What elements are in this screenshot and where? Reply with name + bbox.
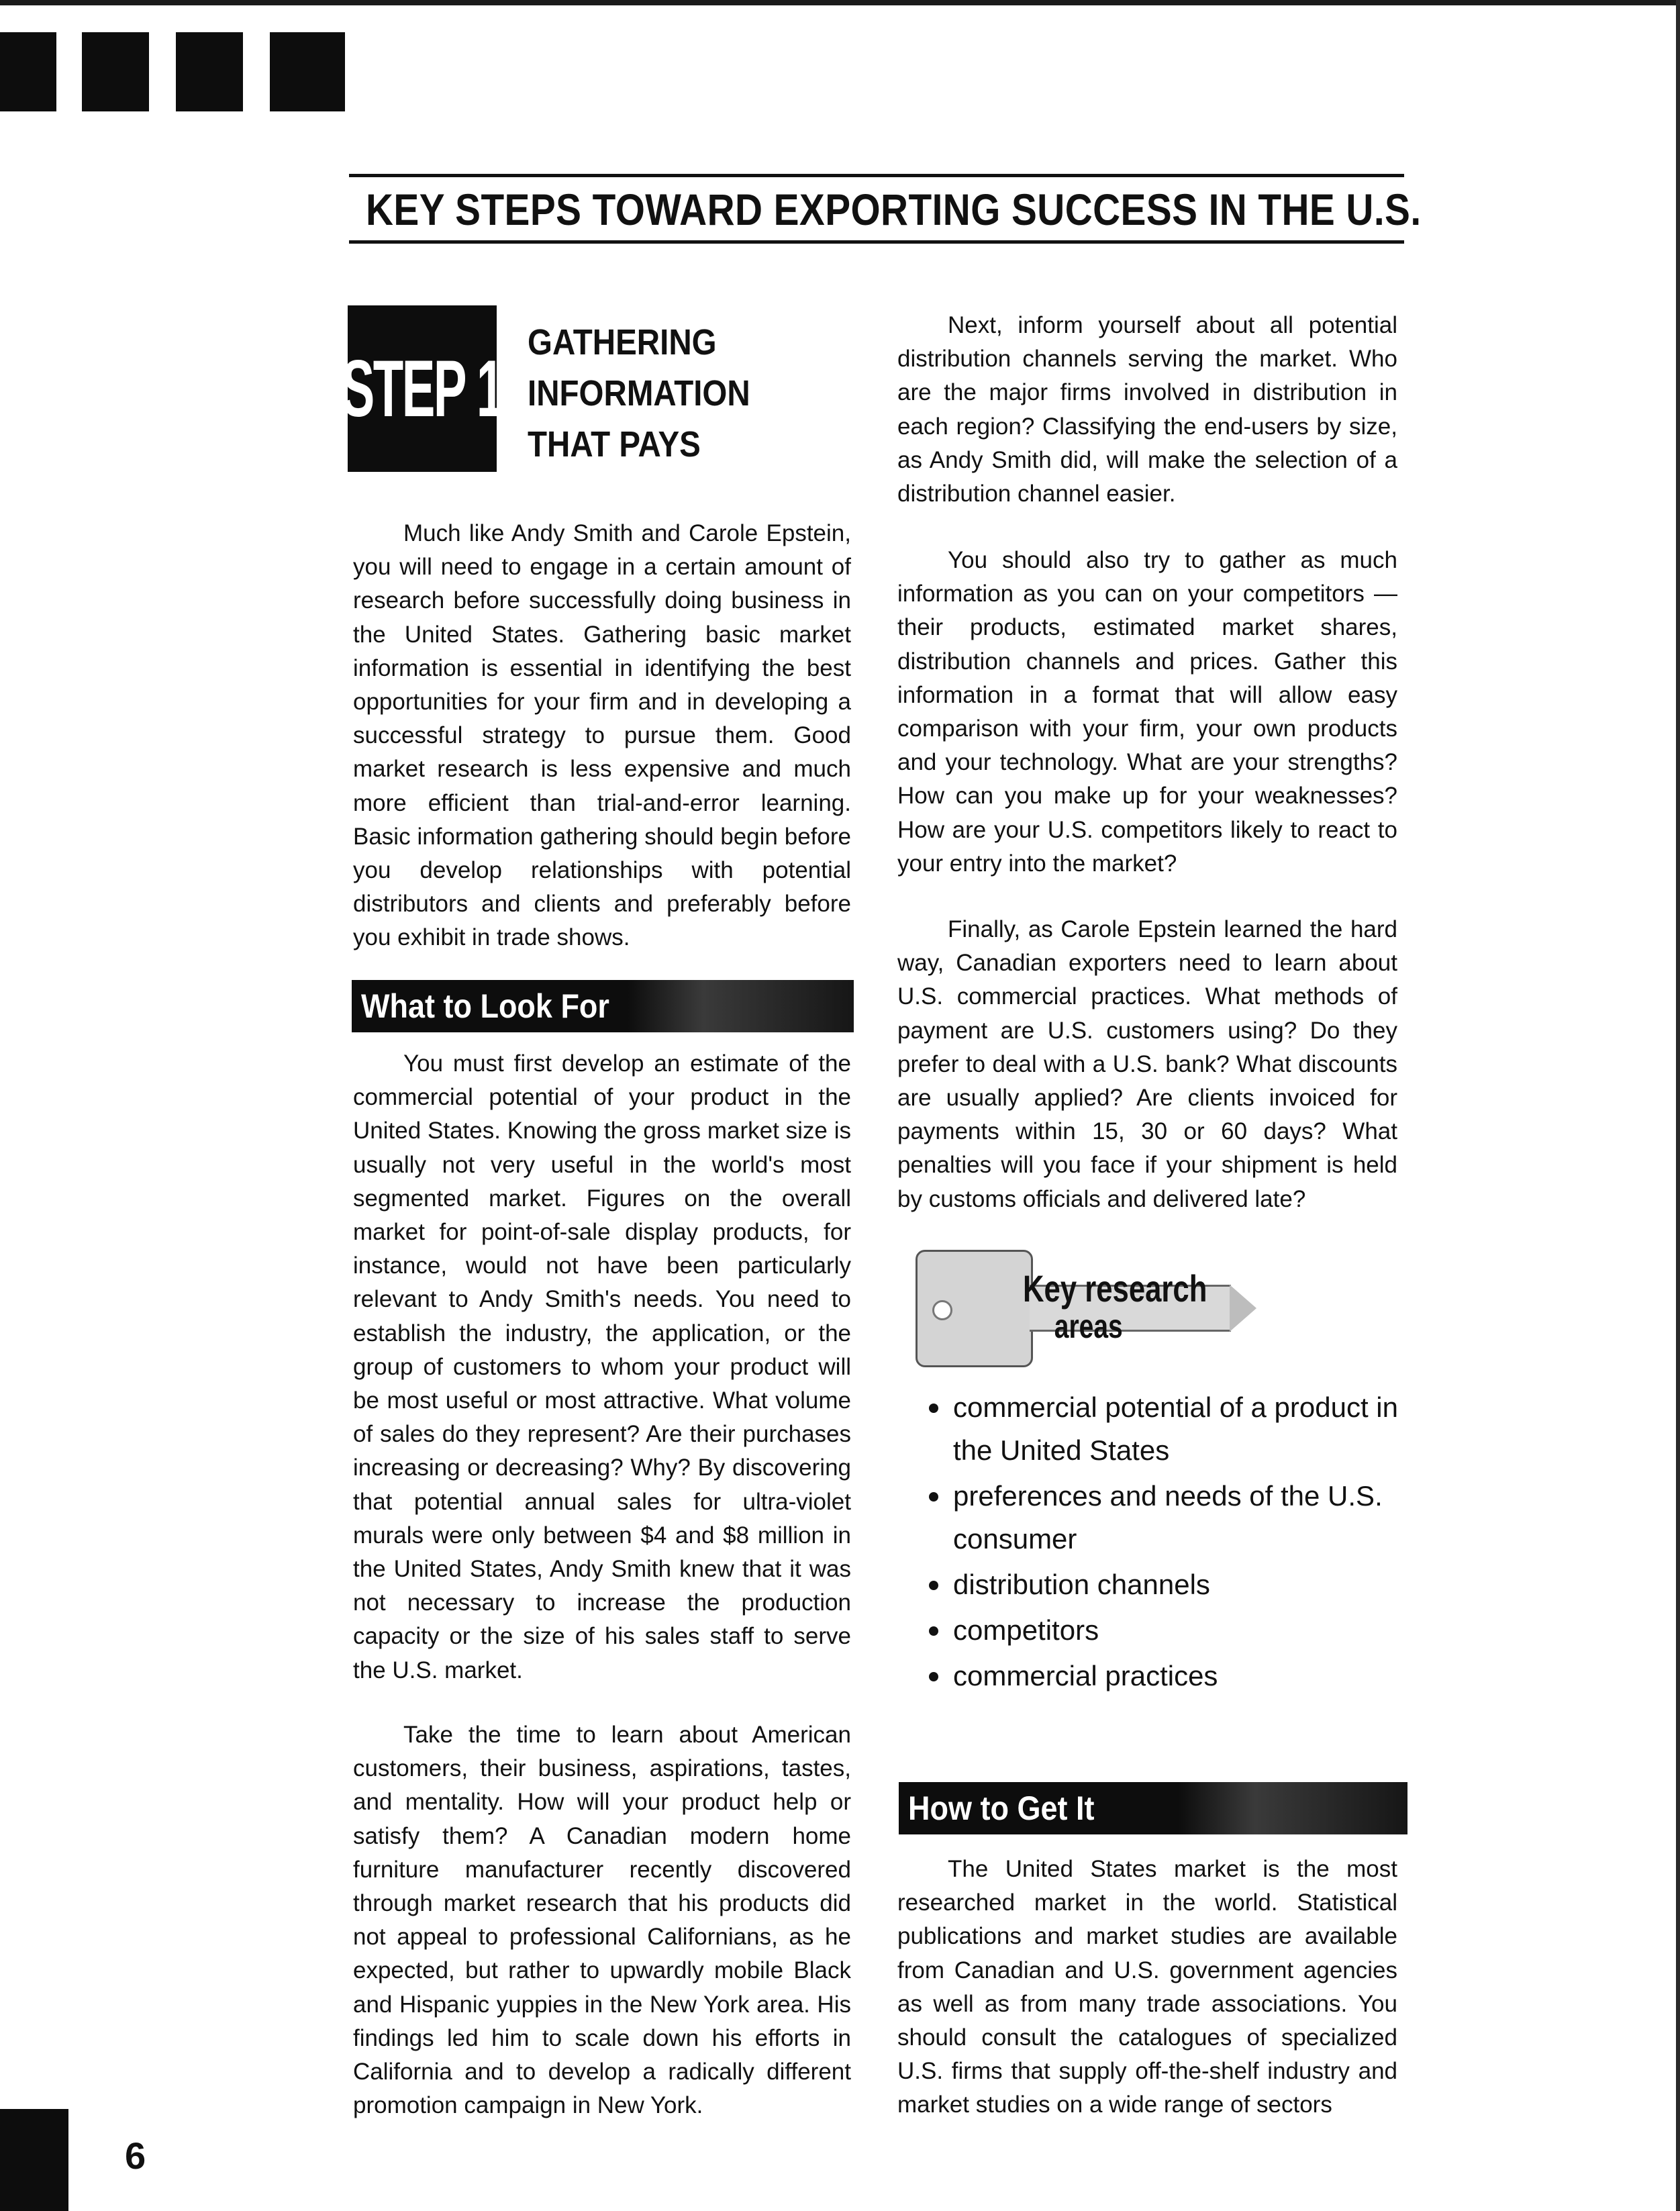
key-bow-shape xyxy=(916,1250,1033,1367)
list-item-text: competitors xyxy=(953,1614,1099,1646)
list-item-text: commercial potential of a product in the United States xyxy=(953,1391,1398,1466)
step-badge-label: STEP 1 xyxy=(341,344,503,434)
scan-right-edge xyxy=(1676,0,1680,2211)
step-badge xyxy=(341,305,503,472)
list-item xyxy=(926,1609,1410,1652)
chapter-tab-blocks xyxy=(0,5,349,109)
body-paragraph: You should also try to gather as much information as you can on your competitors — their products, estimated market shares, distribution channels and prices. Gather this information in a format that will allow easy comparison with your firm, your own products and your technology. What are your strengths? How can you make up for your weaknesses? How are your U.S. competitors likely to react to your entry into the market? xyxy=(897,547,1397,877)
key-research-list xyxy=(926,1386,1410,1700)
step-heading xyxy=(528,317,811,470)
body-paragraph: The United States market is the most researched market in the world. Statistical publications and market studies are available from Canadian and U.S. government agencies as well as from many trade associations. You should consult the catalogues of specialized U.S. firms that supply off-the-shelf industry and market studies on a wide range of sectors xyxy=(897,1856,1397,2118)
right-body-text-1 xyxy=(897,309,1397,511)
section-title: What to Look For xyxy=(361,987,609,1025)
key-hole-shape xyxy=(932,1300,952,1320)
body-paragraph: You must first develop an estimate of the commercial potential of your product in the United States. Knowing the gross market size is usually not very useful in the world's most segmented market. Figures on the overall market for point-of-sale display products, for instance, would not have been particularly relevant to Andy Smith's needs. You need to establish the industry, the application, or the group of customers to whom your product will be most useful or most attractive. What volume of sales do they represent? Are their purchases increasing or decreasing? Why? By discovering that potential annual sales for ultra-violet murals were only between $4 and $8 million in the United States, Andy Smith knew that it was not necessary to increase the production capacity or the size of his sales staff to serve the U.S. market. xyxy=(353,1050,851,1683)
step-heading-line: INFORMATION xyxy=(528,373,750,413)
key-research-graphic xyxy=(916,1250,1265,1374)
tab-block xyxy=(176,32,243,111)
step-heading-line: GATHERING xyxy=(528,322,717,362)
list-item-text: commercial practices xyxy=(953,1660,1218,1691)
bullet-icon xyxy=(929,1581,938,1590)
tab-block xyxy=(0,32,56,111)
list-item xyxy=(926,1655,1410,1698)
body-paragraph: Take the time to learn about American customers, their business, aspirations, tastes, and mentality. How will your product help or satisfy them? A Canadian modern home furniture manufacturer recently discovered through market research that his products did not appeal to professional Californians, as he expected, but rather to upwardly mobile Black and Hispanic yuppies in the New York area. His findings led him to scale down his efforts in California and to develop a radically different promotion campaign in New York. xyxy=(353,1722,851,2119)
key-tip-shape xyxy=(1230,1285,1256,1332)
right-body-text-2 xyxy=(897,544,1397,881)
intro-paragraph: Much like Andy Smith and Carole Epstein, you will need to engage in a certain amount of research before successfully doing business in the United States. Gathering basic market information is essential in identifying the best opportunities for your firm and in developing a successful strategy to pursue them. Good market research is less expensive and much more efficient than trial-and-error learning. Basic information gathering should begin before you develop relationships with potential distributors and clients and preferably before you exhibit in trade shows. xyxy=(353,520,851,951)
key-label-line: areas xyxy=(1054,1308,1123,1345)
right-body-text-3 xyxy=(897,913,1397,1216)
header-rule-bottom xyxy=(349,240,1404,244)
list-item xyxy=(926,1475,1410,1561)
body-paragraph: Next, inform yourself about all potential distribution channels serving the market. Who are the major firms involved in distribution in each region? Classifying the end-users by size, as Andy Smith did, will make the selection of a distribution channel easier. xyxy=(897,312,1397,507)
key-label-line: Key research xyxy=(1023,1267,1207,1310)
list-item xyxy=(926,1563,1410,1606)
tab-block xyxy=(82,32,149,111)
right-body-text-4 xyxy=(897,1853,1397,2122)
key-research-label xyxy=(1023,1267,1207,1345)
page-tab-block xyxy=(0,2109,68,2211)
left-intro-text xyxy=(353,517,851,955)
section-how-to-get-it xyxy=(899,1782,1407,1834)
section-title: How to Get It xyxy=(908,1789,1095,1827)
bullet-icon xyxy=(929,1672,938,1681)
step-heading-line: THAT PAYS xyxy=(528,424,701,464)
page-number: 6 xyxy=(125,2134,146,2177)
list-item-text: distribution channels xyxy=(953,1569,1210,1600)
tab-block xyxy=(270,32,345,111)
section-what-to-look-for xyxy=(352,980,854,1032)
body-paragraph: Finally, as Carole Epstein learned the hard way, Canadian exporters need to learn about U.S. commercial practices. What methods of payment are U.S. customers using? Do they prefer to deal with a U.S. bank? What discounts are usually applied? Are clients invoiced for payments within 15, 30 or 60 days? What penalties will you face if your shipment is held by customs officials and delivered late? xyxy=(897,916,1397,1212)
left-body-text-2 xyxy=(353,1718,851,2122)
scan-top-edge xyxy=(0,0,1680,5)
bullet-icon xyxy=(929,1626,938,1636)
bullet-icon xyxy=(929,1404,938,1413)
bullet-icon xyxy=(929,1492,938,1502)
header-rule-top xyxy=(349,174,1404,177)
page-title: KEY STEPS TOWARD EXPORTING SUCCESS IN THE U.S. xyxy=(366,185,1422,234)
list-item-text: preferences and needs of the U.S. consumer xyxy=(953,1480,1383,1555)
left-body-text xyxy=(353,1047,851,1687)
list-item xyxy=(926,1386,1410,1472)
